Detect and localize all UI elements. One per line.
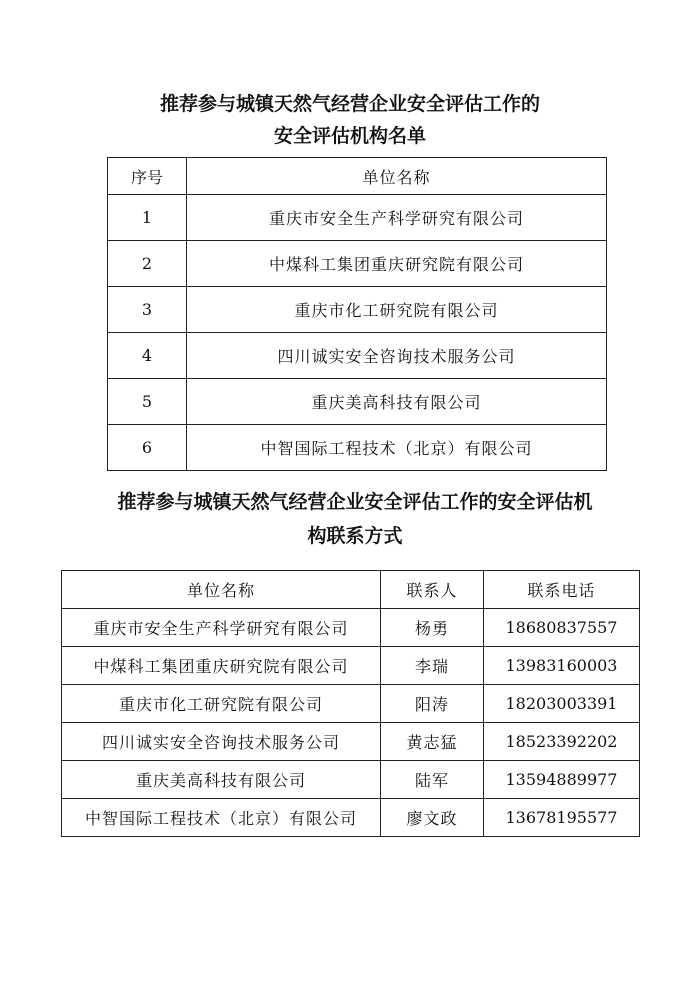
cell-index: 3 xyxy=(108,287,187,333)
contact-table xyxy=(61,570,640,837)
cell-contact: 李瑞 xyxy=(381,647,484,685)
cell-phone: 18203003391 xyxy=(484,685,640,723)
table-row xyxy=(108,241,607,287)
list-title-line1: 推荐参与城镇天然气经营企业安全评估工作的 xyxy=(159,93,540,115)
cell-name: 中智国际工程技术（北京）有限公司 xyxy=(62,799,381,837)
cell-contact: 陆军 xyxy=(381,761,484,799)
header-phone: 联系电话 xyxy=(484,571,640,609)
cell-name: 重庆市安全生产科学研究有限公司 xyxy=(62,609,381,647)
table-row xyxy=(62,761,640,799)
agency-list-table xyxy=(107,157,607,471)
table-row xyxy=(62,647,640,685)
table-row xyxy=(108,195,607,241)
cell-phone: 18523392202 xyxy=(484,723,640,761)
cell-name: 中煤科工集团重庆研究院有限公司 xyxy=(187,241,607,287)
cell-name: 重庆市化工研究院有限公司 xyxy=(62,685,381,723)
table-row xyxy=(108,379,607,425)
table-header-row xyxy=(108,158,607,195)
cell-name: 四川诚实安全咨询技术服务公司 xyxy=(62,723,381,761)
cell-phone: 18680837557 xyxy=(484,609,640,647)
cell-phone: 13678195577 xyxy=(484,799,640,837)
cell-contact: 杨勇 xyxy=(381,609,484,647)
table-row xyxy=(108,287,607,333)
cell-contact: 廖文政 xyxy=(381,799,484,837)
table-row xyxy=(62,685,640,723)
cell-name: 重庆市化工研究院有限公司 xyxy=(187,287,607,333)
table-row xyxy=(108,425,607,471)
header-contact: 联系人 xyxy=(381,571,484,609)
header-index: 序号 xyxy=(108,158,187,195)
table-row xyxy=(62,723,640,761)
cell-name: 重庆美高科技有限公司 xyxy=(62,761,381,799)
table-row xyxy=(62,609,640,647)
cell-name: 重庆美高科技有限公司 xyxy=(187,379,607,425)
cell-contact: 阳涛 xyxy=(381,685,484,723)
contact-title-line2: 构联系方式 xyxy=(307,525,403,547)
cell-phone: 13983160003 xyxy=(484,647,640,685)
cell-index: 1 xyxy=(108,195,187,241)
table-header-row xyxy=(62,571,640,609)
header-name: 单位名称 xyxy=(187,158,607,195)
cell-index: 5 xyxy=(108,379,187,425)
cell-name: 四川诚实安全咨询技术服务公司 xyxy=(187,333,607,379)
cell-name: 中煤科工集团重庆研究院有限公司 xyxy=(62,647,381,685)
cell-index: 6 xyxy=(108,425,187,471)
cell-index: 4 xyxy=(108,333,187,379)
cell-name: 中智国际工程技术（北京）有限公司 xyxy=(187,425,607,471)
cell-index: 2 xyxy=(108,241,187,287)
contact-title xyxy=(70,485,640,553)
header-name: 单位名称 xyxy=(62,571,381,609)
cell-phone: 13594889977 xyxy=(484,761,640,799)
contact-title-line1: 推荐参与城镇天然气经营企业安全评估工作的安全评估机 xyxy=(117,491,593,513)
table-row xyxy=(108,333,607,379)
list-title xyxy=(0,88,700,152)
table-row xyxy=(62,799,640,837)
cell-name: 重庆市安全生产科学研究有限公司 xyxy=(187,195,607,241)
list-title-line2: 安全评估机构名单 xyxy=(273,125,426,147)
cell-contact: 黄志猛 xyxy=(381,723,484,761)
